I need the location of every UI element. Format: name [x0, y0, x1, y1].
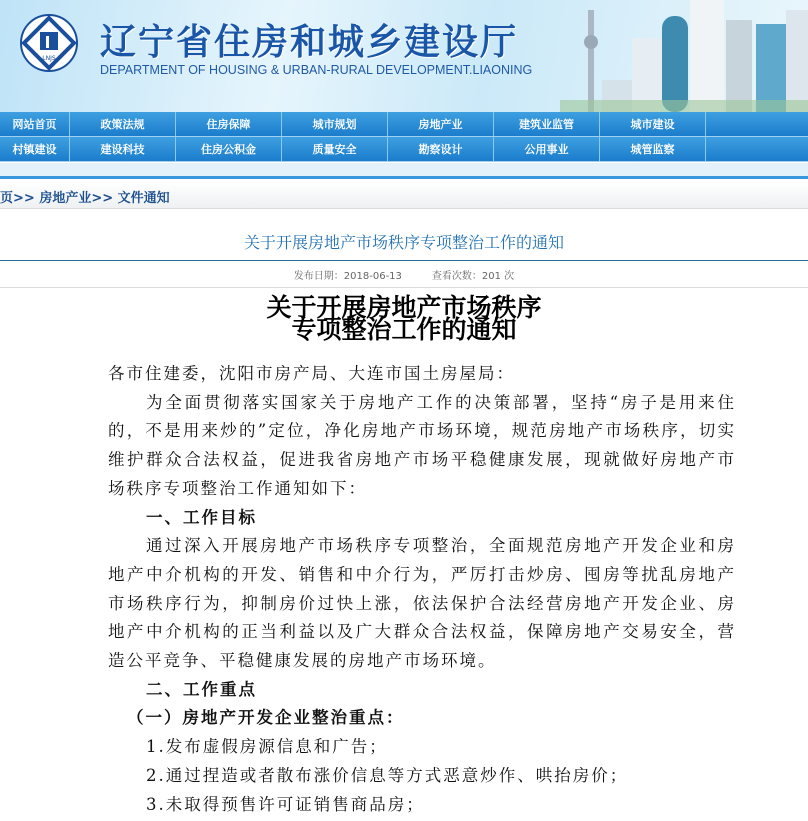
- salutation: 各市住建委，沈阳市房产局、大连市国土房屋局：: [108, 364, 515, 383]
- main-nav-row-1: [0, 112, 808, 137]
- nav-real-estate[interactable]: 房地产业: [388, 112, 494, 136]
- nav-construction-supervision[interactable]: 建筑业监管: [494, 112, 600, 136]
- nav-survey-design[interactable]: 勘察设计: [388, 137, 494, 161]
- nav-construction-tech[interactable]: 建设科技: [70, 137, 176, 161]
- nav-quality-safety[interactable]: 质量安全: [282, 137, 388, 161]
- main-nav-row-2: [0, 137, 808, 162]
- article-body: [108, 360, 736, 819]
- article-title: 关于开展房地产市场秩序专项整治工作的通知: [243, 233, 564, 252]
- article-meta: 发布日期：2018-06-13 查看次数：201 次: [293, 271, 515, 282]
- svg-text:LNJS: LNJS: [42, 55, 56, 62]
- site-subtitle: DEPARTMENT OF HOUSING & URBAN-RURAL DEVELOPMENT.LIAONING: [100, 63, 533, 77]
- nav-village-construction[interactable]: 村镇建设: [0, 137, 70, 161]
- document-heading-line-1: 关于开展房地产市场秩序: [266, 293, 542, 322]
- section-heading: 一、工作目标: [146, 507, 257, 527]
- nav-urban-construction[interactable]: 城市建设: [600, 112, 706, 136]
- nav-policy[interactable]: 政策法规: [70, 112, 176, 136]
- breadcrumb-notices[interactable]: 文件通知: [117, 191, 170, 206]
- document-heading: [0, 293, 808, 344]
- section-heading: 二、工作重点: [146, 679, 257, 699]
- divider: [0, 287, 808, 288]
- nav-urban-planning[interactable]: 城市规划: [282, 112, 388, 136]
- nav-separator: [0, 163, 808, 179]
- breadcrumb-home[interactable]: 页>>: [0, 191, 35, 206]
- nav-housing-security[interactable]: 住房保障: [176, 112, 282, 136]
- paragraph: 为全面贯彻落实国家关于房地产工作的决策部署，坚持“房子是用来住的，不是用来炒的”定位，净化房地产市场环境，规范房地产市场秩序，切实维护群众合法权益，促进我省房地产市场平稳健康发展，现就做好房地产市场秩序专项整治工作通知如下：: [108, 392, 736, 498]
- nav-public-utilities[interactable]: 公用事业: [494, 137, 600, 161]
- breadcrumb-real-estate[interactable]: 房地产业>>: [39, 191, 114, 206]
- nav-home[interactable]: 网站首页: [0, 112, 70, 136]
- department-logo[interactable]: [20, 14, 78, 72]
- list-item: 2.通过捏造或者散布涨价信息等方式恶意炒作、哄抬房价；: [146, 765, 629, 785]
- subsection-heading: （一）房地产开发企业整治重点：: [127, 708, 405, 728]
- paragraph: 通过深入开展房地产市场秩序专项整治，全面规范房地产开发企业和房地产中介机构的开发、销售和中介行为，严厉打击炒房、囤房等扰乱房地产市场秩序行为，抑制房价过快上涨，依法保护合法经营房地产开发企业、房地产中介机构的正当利益以及广大群众合法权益，保障房地产交易安全，营造公平竞争、平稳健康发展的房地产市场环境。: [108, 536, 736, 671]
- document-heading-line-2: 专项整治工作的通知: [291, 315, 517, 344]
- nav-housing-fund[interactable]: 住房公积金: [176, 137, 282, 161]
- breadcrumb: [0, 182, 808, 209]
- nav-urban-management[interactable]: 城管监察: [600, 137, 706, 161]
- list-item: 1.发布虚假房源信息和广告；: [146, 737, 388, 757]
- list-item: 3.未取得预售许可证销售商品房；: [146, 794, 425, 814]
- skyline-banner-image: [560, 0, 808, 112]
- site-header: [0, 0, 808, 112]
- site-title: 辽宁省住房和城乡建设厅: [100, 21, 519, 63]
- divider: [0, 260, 808, 261]
